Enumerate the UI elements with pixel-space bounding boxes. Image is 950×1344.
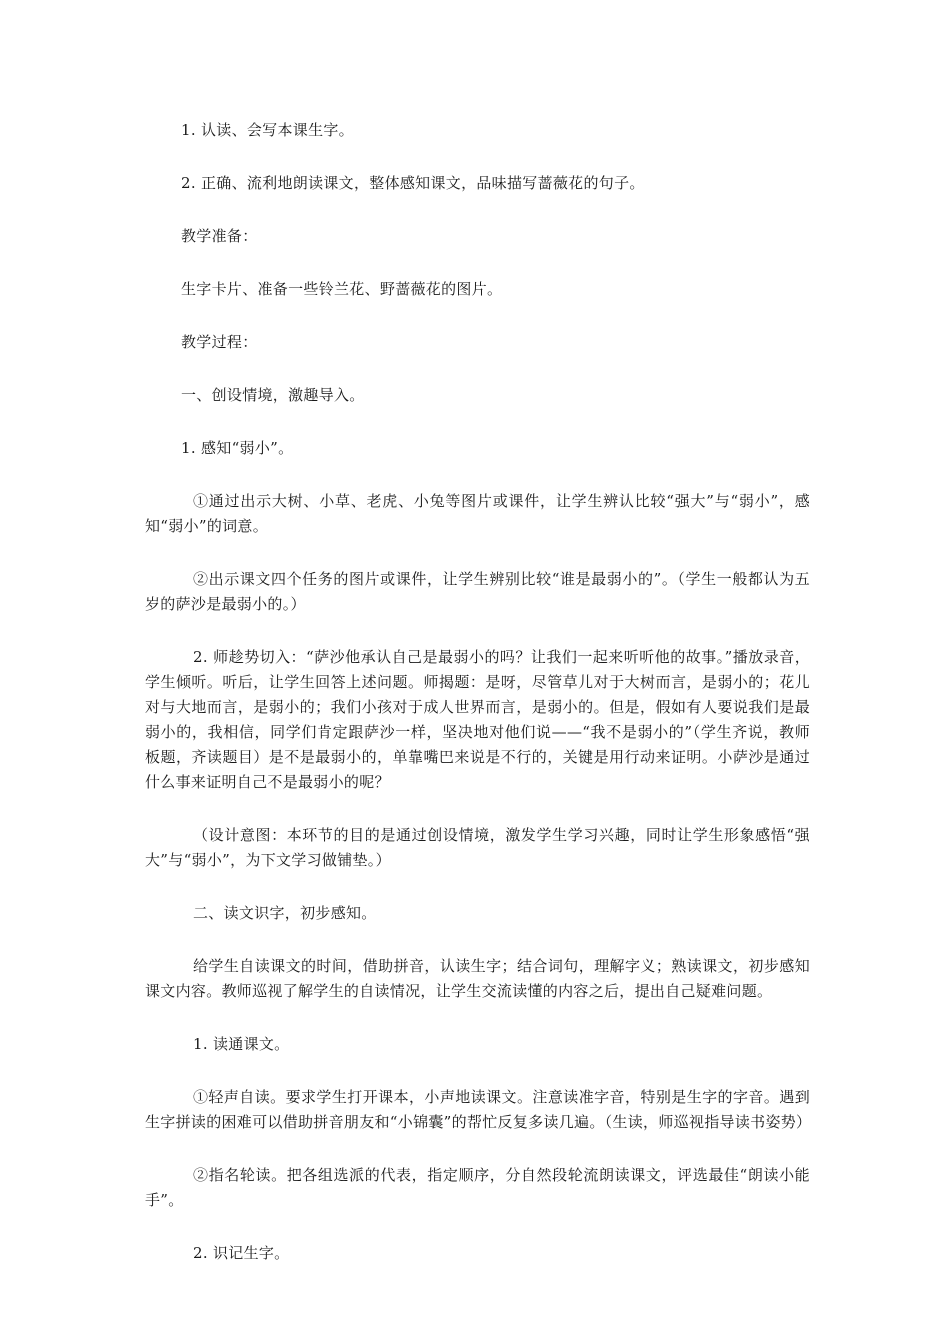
substep-1: 1. 感知“弱小”。	[181, 439, 294, 457]
substep-1-item-1: ①通过出示大树、小草、老虎、小兔等图片或课件，让学生辨认比较“强大”与“弱小”，感知“弱小”的词意。	[145, 492, 810, 535]
objective-1: 1. 认读、会写本课生字。	[181, 121, 354, 139]
step-2-sub-1-item-2: ②指名轮读。把各组选派的代表，指定顺序，分自然段轮流朗读课文，评选最佳“朗读小能手”。	[145, 1166, 810, 1209]
step-2-text: 给学生自读课文的时间，借助拼音，认读生字；结合词句，理解字义；熟读课文，初步感知课文内容。教师巡视了解学生的自读情况，让学生交流读懂的内容之后，提出自己疑难问题。	[145, 957, 810, 1000]
section-heading-preparation: 教学准备：	[181, 227, 258, 245]
step-heading-2: 二、读文识字，初步感知。	[193, 904, 377, 922]
substep-1-item-2: ②出示课文四个任务的图片或课件，让学生辨别比较“谁是最弱小的”。（学生一般都认为五岁的萨沙是最弱小的。）	[145, 570, 810, 613]
objective-2: 2. 正确、流利地朗读课文，整体感知课文，品味描写蔷薇花的句子。	[181, 174, 645, 192]
step-heading-1: 一、创设情境，激趣导入。	[181, 386, 365, 404]
design-intent-note: （设计意图：本环节的目的是通过创设情境，激发学生学习兴趣，同时让学生形象感悟“强大”与“弱小”，为下文学习做铺垫。）	[145, 826, 810, 869]
document-body	[145, 118, 810, 1294]
preparation-text: 生字卡片、准备一些铃兰花、野蔷薇花的图片。	[181, 280, 503, 298]
step-2-sub-1-item-1: ①轻声自读。要求学生打开课本，小声地读课文。注意读准字音，特别是生字的字音。遇到生字拼读的困难可以借助拼音朋友和“小锦囊”的帮忙反复多读几遍。（生读，师巡视指导读书姿势）	[145, 1088, 812, 1131]
step-2-sub-1: 1. 读通课文。	[193, 1035, 290, 1053]
step-2-sub-2: 2. 识记生字。	[193, 1244, 290, 1262]
section-heading-process: 教学过程：	[181, 333, 258, 351]
substep-2: 2. 师趁势切入：“萨沙他承认自己是最弱小的吗？让我们一起来听听他的故事。”播放录音，学生倾听。听后，让学生回答上述问题。师揭题：是呀，尽管草儿对于大树而言，是弱小的；花儿对与大地而言，是弱小的；我们小孩对于成人世界而言，是弱小的。但是，假如有人要说我们是最弱小的，我相信，同学们肯定跟萨沙一样，坚决地对他们说——“我不是弱小的”（学生齐说，教师板题，齐读题目）是不是最弱小的，单靠嘴巴来说是不行的，关键是用行动来证明。小萨沙是通过什么事来证明自己不是最弱小的呢？	[145, 648, 810, 791]
